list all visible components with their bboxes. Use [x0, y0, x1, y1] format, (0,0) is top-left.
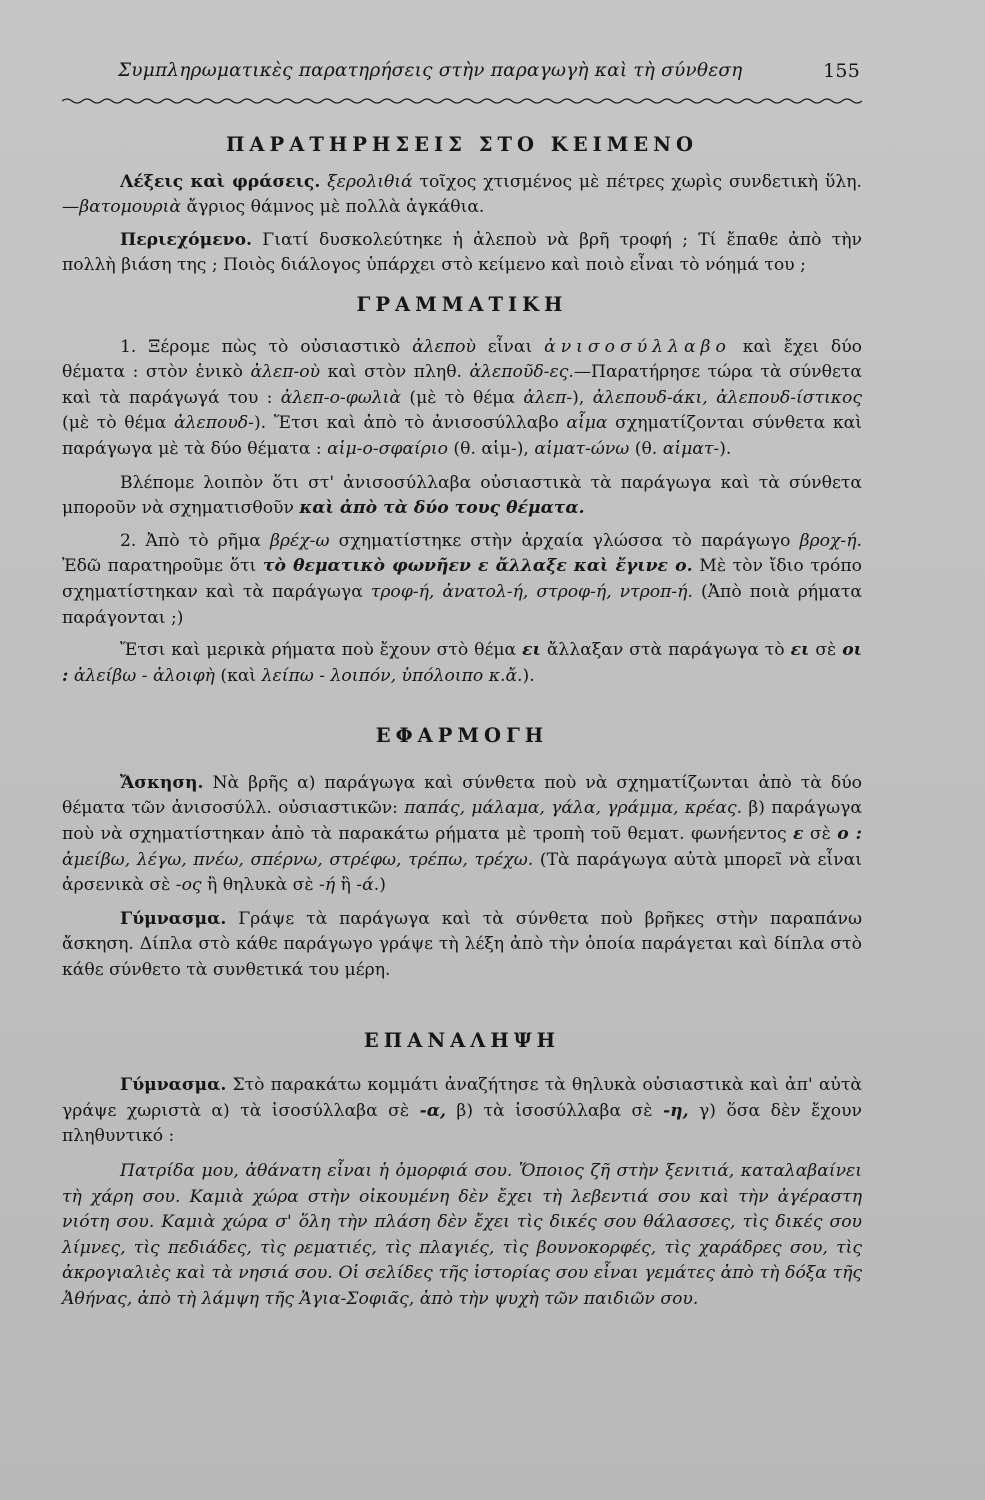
label-drill: Γύμνασμα.	[120, 908, 227, 929]
text-fragment: Γιατί δυσκολεύτηκε ἡ ἀλεποὺ νὰ βρῆ τροφή ; Τί ἔπαθε ἀπὸ τὴν πολλὴ βιάση της ; Ποιὸς διάλογος ὑπάρχει στὸ κείμενο καὶ ποιὸ εἶναι τὸ νόημά του ;	[62, 229, 862, 276]
paragraph-grammar-3	[62, 638, 862, 689]
text-fragment: -ος	[175, 875, 202, 896]
text-fragment: παπάς, μάλαμα, γάλα, γράμμα, κρέας.	[404, 798, 743, 819]
wavy-rule	[62, 96, 862, 106]
text-fragment: ). Ἔτσι καὶ ἀπὸ τὸ ἀνισοσύλλαβο	[253, 413, 567, 434]
paragraph-drill-2	[62, 1073, 862, 1150]
text-fragment: ).	[719, 438, 732, 459]
emphasis-rule: τὸ θεματικὸ φωνῆεν ε ἄλλαξε καὶ ἔγινε ο.	[262, 556, 693, 577]
text-fragment: -ά	[356, 875, 374, 896]
text-fragment: ἀλεποὺ	[412, 336, 476, 357]
text-fragment: ἀλεπ-ο-φωλιὰ	[280, 387, 402, 408]
text-fragment: ἢ θηλυκὰ σὲ	[201, 875, 320, 896]
label-exercise: Ἄσκηση.	[120, 772, 204, 793]
label-drill: Γύμνασμα.	[120, 1075, 227, 1096]
text-fragment: ἀλεποῦδ-ες.	[469, 362, 574, 383]
section-title-review: ΕΠΑΝΑΛΗΨΗ	[363, 1028, 561, 1052]
text-fragment: σχηματίζονται σύνθετα καὶ παράγωγα μὲ τὰ δύο θέματα :	[62, 413, 862, 459]
quoted-passage: Πατρίδα μου, ἀθάνατη εἶναι ἡ ὀμορφιά σου. Ὅποιος ζῆ στὴν ξενιτιά, καταλαβαίνει τὴ χάρη σου. Καμιὰ χώρα στὴν οἰκουμένη δὲν ἔχει τὴ λεβεντιά σου καὶ τὴν ἀγέραστη νιότη σου. Καμιὰ χώρα σ' ὅλη τὴν πλάση δὲν ἔχει τὶς δικές σου θάλασσες, τὶς δικές σου λίμνες, τὶς πεδιάδες, τὶς ρεματιές, τὶς πλαγιές, τὶς βουνοκορφές, τὶς χαράδρες σου, τὶς ἀκρογιαλιὲς καὶ τὰ νησιά σου. Οἱ σελίδες τῆς ἱστορίας σου εἶναι γεμάτες ἀπὸ τὴ δόξα τῆς Ἀθήνας, ἀπὸ τὴ λάμψη τῆς Ἁγια-Σοφιᾶς, ἀπὸ τὴν ψυχὴ τῶν παιδιῶν σου.	[62, 1161, 862, 1309]
text-fragment: αἱματ-ώνω	[534, 438, 630, 459]
text-fragment: —Παρατήρησε τώρα τὰ σύνθετα καὶ τὰ παράγωγά του :	[62, 362, 862, 408]
text-fragment: .)	[373, 875, 386, 896]
running-title: Συμπληρωματικὲς παρατηρήσεις στὴν παραγωγὴ καὶ τὴ σύνθεση	[118, 60, 743, 81]
paragraph-grammar-conclusion	[62, 471, 862, 522]
text-fragment: Νὰ βρῆς α) παράγωγα καὶ σύνθετα ποὺ νὰ σχηματίζωνται ἀπὸ τὰ δύο θέματα τῶν ἀνισοσύλλ. οὐσιαστικῶν:	[62, 772, 862, 819]
text-fragment: καὶ ἔχει δύο θέματα : στὸν ἑνικὸ	[62, 336, 862, 383]
spaced-term: ἀνισοσύλλαβο	[544, 336, 731, 357]
text-fragment: Μὲ τὸν ἴδιο τρόπο σχηματίστηκαν καὶ τὰ παράγωγα	[62, 556, 862, 602]
paragraph-drill-1	[62, 907, 862, 984]
emphasis-rule: καὶ ἀπὸ τὰ δύο τους θέματα.	[299, 498, 585, 519]
text-fragment: ἀλεπ-	[523, 387, 573, 408]
running-head	[118, 60, 860, 81]
paragraph-content	[62, 228, 862, 279]
text-fragment: (μὲ τὸ θέμα	[62, 413, 174, 434]
text-fragment: β) παράγωγα ποὺ νὰ σχηματίστηκαν ἀπὸ τὰ παρακάτω ρήματα μὲ τροπὴ τοῦ θεματ. φωνήεντος	[62, 798, 862, 845]
text-fragment: Στὸ παρακάτω κομμάτι ἀναζήτησε τὰ θηλυκὰ οὐσιαστικὰ καὶ ἀπ' αὐτὰ γράψε χωριστὰ α) τὰ ἰσοσύλλαβα σὲ	[62, 1075, 862, 1121]
term-vatomouria: βατομουριὰ	[79, 197, 182, 218]
section-title-grammar: ΓΡΑΜΜΑΤΙΚΗ	[356, 292, 568, 316]
text-fragment: ο :	[837, 824, 862, 845]
text-fragment: εἶναι	[475, 336, 545, 357]
text-fragment: (Ἀπὸ ποιὰ ρήματα παράγονται ;)	[62, 581, 862, 628]
text-fragment: ἢ	[335, 875, 357, 896]
text-fragment: τροφ-ή, ἀνατολ-ή, στροφ-ή, ντροπ-ή.	[370, 581, 693, 602]
text-fragment: οι :	[62, 640, 862, 686]
paragraph-exercise	[62, 771, 862, 899]
label-words-phrases: Λέξεις καὶ φράσεις.	[120, 171, 321, 192]
paragraph-grammar-1	[62, 335, 862, 463]
text-fragment: ει	[522, 640, 541, 661]
text-fragment: ἀμείβω, λέγω, πνέω, σπέρνω, στρέφω, τρέπω, τρέχω.	[62, 849, 534, 870]
text-fragment: ει	[790, 640, 810, 661]
text-fragment: ἀλείβω - ἀλοιφὴ	[73, 665, 215, 686]
text-fragment: (θ. αἱμ-),	[447, 438, 535, 459]
text-fragment: αἱμ-ο-σφαίριο	[327, 438, 448, 459]
text-fragment: αἷμα	[566, 413, 608, 434]
label-content: Περιεχόμενο.	[120, 229, 253, 250]
text-fragment: ἀλεπ-οὺ	[250, 362, 321, 383]
page-body	[62, 130, 862, 1313]
text-fragment: βρέχ-ω	[269, 530, 330, 551]
paragraph-grammar-2	[62, 529, 862, 631]
page-number: 155	[823, 60, 860, 82]
text-fragment: βροχ-ή.	[799, 530, 862, 551]
text-fragment: Ἐδῶ παρατηροῦμε ὅτι	[62, 556, 263, 577]
paragraph-words-phrases	[62, 170, 862, 221]
text-fragment: (Τὰ παράγωγα αὐτὰ μπορεῖ νὰ εἶναι ἀρσενικὰ σὲ	[62, 849, 862, 896]
text-fragment: (μὲ τὸ θέμα	[401, 387, 524, 408]
text-fragment: -ή	[319, 875, 336, 896]
text-fragment: 2. Ἀπὸ τὸ ρῆμα	[120, 530, 270, 551]
text-fragment: σχηματίστηκε στὴν ἀρχαία γλώσσα τὸ παράγωγο	[329, 530, 800, 551]
text-fragment: Βλέπομε λοιπὸν ὅτι στ' ἀνισοσύλλαβα οὐσιαστικὰ τὰ παράγωγα καὶ τὰ σύνθετα μποροῦν νὰ σχηματισθοῦν	[62, 472, 862, 519]
text-fragment: Ἔτσι καὶ μερικὰ ρήματα ποὺ ἔχουν στὸ θέμα	[120, 640, 523, 661]
text-fragment: γ) ὅσα δὲν ἔχουν πληθυντικό :	[62, 1100, 862, 1147]
text-fragment: 1. Ξέρομε πὼς τὸ οὐσιαστικὸ	[120, 336, 413, 357]
text-fragment: (θ.	[629, 438, 663, 459]
text-fragment: τοῖχος χτισμένος μὲ πέτρες χωρὶς συνδετικὴ ὕλη.—	[62, 171, 863, 218]
text-fragment: σὲ	[809, 640, 843, 661]
text-fragment: Γράψε τὰ παράγωγα καὶ τὰ σύνθετα ποὺ βρῆκες στὴν παραπάνω ἄσκηση. Δίπλα στὸ κάθε παράγωγο γράψε τὴ λέξη ἀπὸ τὴν ὁποία παράγεται καὶ δίπλα στὸ κάθε σύνθετο τὰ συνθετικά του μέρη.	[62, 908, 862, 981]
text-fragment: ἄλλαξαν στὰ παράγωγα τὸ	[540, 640, 791, 661]
text-fragment: ),	[572, 387, 593, 408]
text-fragment: καὶ στὸν πληθ.	[320, 362, 470, 383]
text-fragment: λείπω - λοιπόν, ὑπόλοιπο κ.ἄ.	[261, 665, 523, 686]
text-fragment: ἀλεπουδ-	[173, 413, 254, 434]
section-title-observations: ΠΑΡΑΤΗΡΗΣΕΙΣ ΣΤΟ ΚΕΙΜΕΝΟ	[226, 133, 698, 156]
text-fragment: ἀλεπουδ-άκι, ἀλεπουδ-ίστικος	[592, 387, 863, 408]
section-title-application: ΕΦΑΡΜΟΓΗ	[375, 724, 549, 748]
text-fragment: -η,	[662, 1100, 689, 1121]
text-fragment: β) τὰ ἰσοσύλλαβα σὲ	[445, 1100, 663, 1121]
text-fragment: αἱματ-	[662, 438, 720, 459]
text-fragment: ἄγριος θάμνος μὲ πολλὰ ἀγκάθια.	[181, 197, 485, 218]
text-fragment: σὲ	[803, 824, 838, 845]
text-fragment: (καὶ	[214, 665, 262, 686]
text-fragment: ).	[522, 665, 535, 686]
term-xerolithia: ξερολιθιά	[327, 171, 413, 192]
text-fragment: ε	[793, 824, 804, 845]
text-fragment: -α,	[419, 1100, 446, 1121]
